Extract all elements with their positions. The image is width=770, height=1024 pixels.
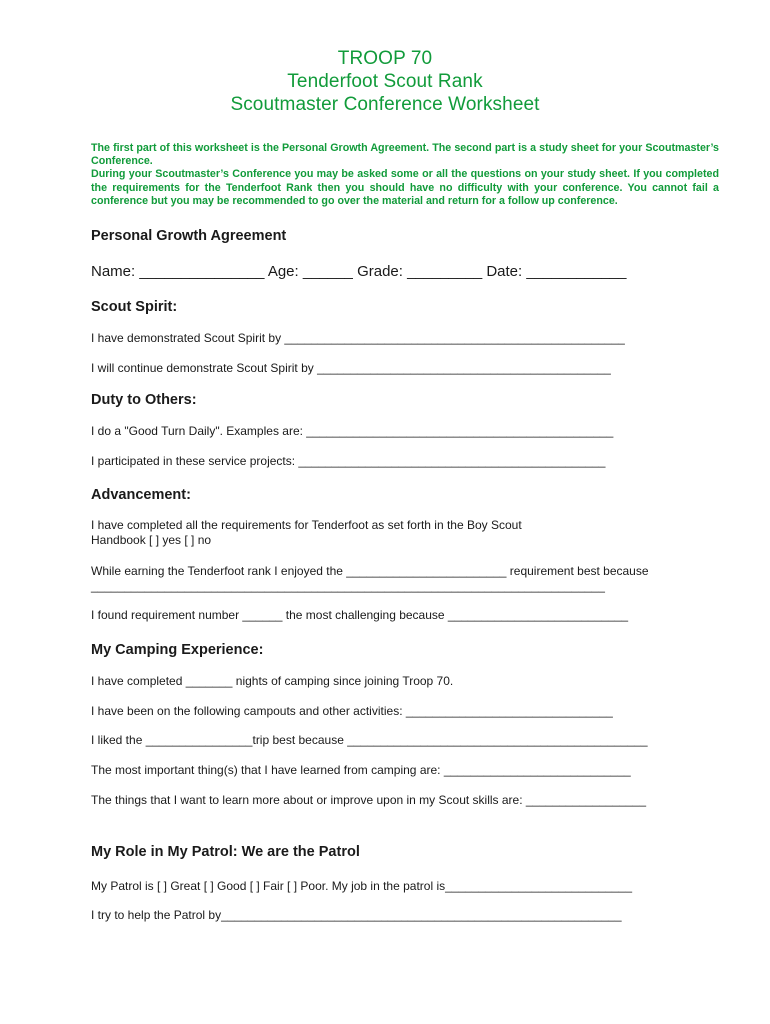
- liked-trip-field[interactable]: I liked the ________________trip best because _____________________________________________: [91, 733, 648, 747]
- intro-paragraph-1: The first part of this worksheet is the Personal Growth Agreement. The second part is a study sheet for your Scoutmaster’s Conference.: [91, 142, 719, 168]
- duty-heading: Duty to Others:: [91, 392, 197, 408]
- camping-heading: My Camping Experience:: [91, 642, 264, 658]
- name-age-grade-date-field[interactable]: Name: _______________ Age: ______ Grade: _________ Date: ____________: [91, 263, 627, 280]
- intro-paragraph-2: During your Scoutmaster’s Conference you may be asked some or all the questions on your study sheet. If you completed the requirements for the Tenderfoot Rank then you should have no difficulty with your conference. You cannot fail a conference but you may be recommended to go over the material and return for a follow up conference.: [91, 168, 719, 207]
- scout-spirit-heading: Scout Spirit:: [91, 299, 178, 315]
- skills-improve-field[interactable]: The things that I want to learn more about or improve upon in my Scout skills are: __________________: [91, 793, 647, 807]
- good-turn-field[interactable]: I do a "Good Turn Daily". Examples are: ______________________________________________: [91, 424, 614, 438]
- intro-text: [91, 142, 719, 208]
- advancement-heading: Advancement:: [91, 487, 191, 503]
- worksheet-title: Scoutmaster Conference Worksheet: [230, 94, 540, 115]
- title-block: [0, 47, 770, 116]
- requirements-completed-field[interactable]: I have completed all the requirements for Tenderfoot as set forth in the Boy Scout Handbook [ ] yes [ ] no: [91, 518, 522, 547]
- troop-title: TROOP 70: [337, 48, 433, 69]
- enjoyed-requirement-continued-line[interactable]: _____________________________________________________________________________: [91, 579, 605, 593]
- rank-title: Tenderfoot Scout Rank: [287, 71, 483, 92]
- campouts-field[interactable]: I have been on the following campouts and other activities: _______________________________: [91, 704, 613, 718]
- enjoyed-requirement-field[interactable]: While earning the Tenderfoot rank I enjoyed the ________________________ requirement best because: [91, 564, 649, 578]
- camping-learned-field[interactable]: The most important thing(s) that I have learned from camping are: ____________________________: [91, 763, 631, 777]
- scout-spirit-continue-field[interactable]: I will continue demonstrate Scout Spirit by ____________________________________________: [91, 361, 611, 375]
- pga-heading: Personal Growth Agreement: [91, 228, 287, 244]
- patrol-rating-job-field[interactable]: My Patrol is [ ] Great [ ] Good [ ] Fair [ ] Poor. My job in the patrol is____________________________: [91, 879, 632, 893]
- help-patrol-field[interactable]: I try to help the Patrol by____________________________________________________________: [91, 908, 622, 922]
- nights-camping-field[interactable]: I have completed _______ nights of camping since joining Troop 70.: [91, 674, 454, 688]
- service-projects-field[interactable]: I participated in these service projects: ______________________________________________: [91, 454, 606, 468]
- patrol-heading: My Role in My Patrol: We are the Patrol: [91, 844, 360, 860]
- challenging-requirement-field[interactable]: I found requirement number ______ the most challenging because ___________________________: [91, 608, 629, 622]
- scout-spirit-demonstrated-field[interactable]: I have demonstrated Scout Spirit by ___________________________________________________: [91, 331, 625, 345]
